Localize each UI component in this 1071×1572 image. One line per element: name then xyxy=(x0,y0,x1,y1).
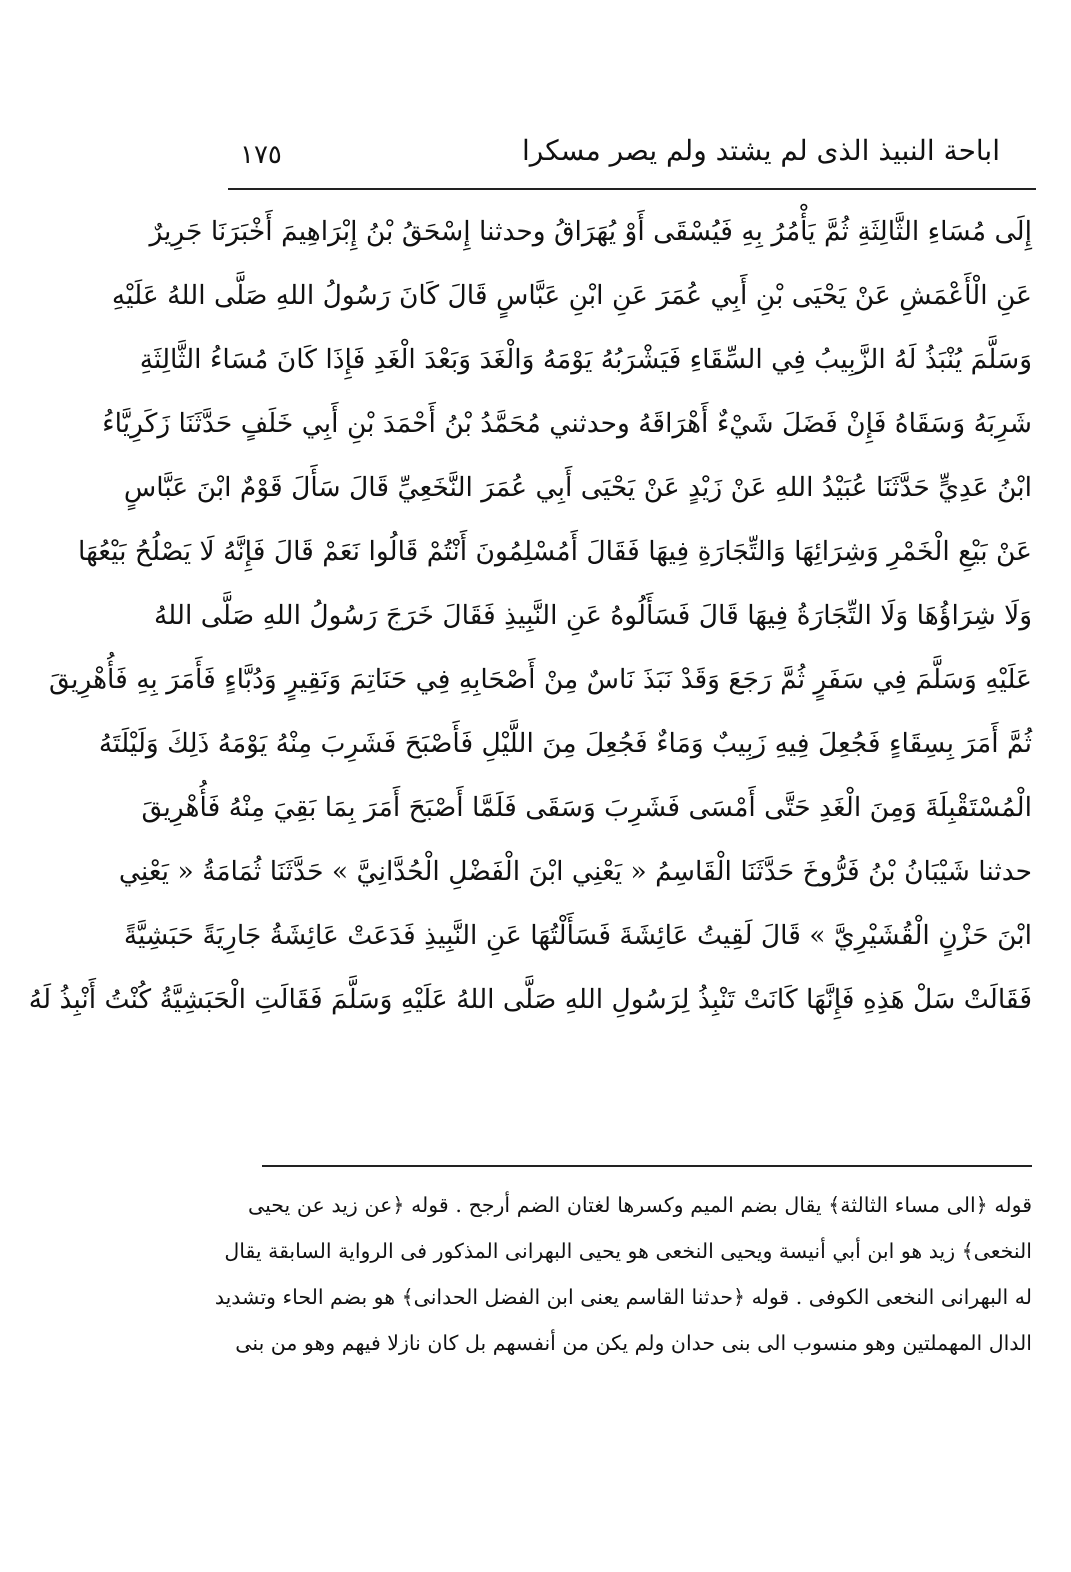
text-line: ثُمَّ أَمَرَ بِسِقَاءٍ فَجُعِلَ فِيهِ زَبِيبٌ وَمَاءٌ فَجُعِلَ مِنَ اللَّيْلِ فَأَصْبَحَ فَشَرِبَ مِنْهُ يَوْمَهُ ذَلِكَ وَلَيْلَتَهُ xyxy=(98,728,1032,759)
running-title: اباحة النبيذ الذى لم يشتد ولم يصر مسكرا xyxy=(522,134,1000,167)
header-rule xyxy=(228,188,1036,190)
text-line: عَنِ الْأَعْمَشِ عَنْ يَحْيَى بْنِ أَبِي عُمَرَ عَنِ ابْنِ عَبَّاسٍ قَالَ كَانَ رَسُولُ اللهِ صَلَّى اللهُ عَلَيْهِ xyxy=(111,280,1032,311)
text-line: وَلَا شِرَاؤُهَا وَلَا التِّجَارَةُ فِيهَا قَالَ فَسَأَلُوهُ عَنِ النَّبِيذِ فَقَالَ خَرَجَ رَسُولُ اللهِ صَلَّى اللهُ xyxy=(153,600,1032,631)
text-line: ابْنَ حَزْنٍ الْقُشَيْرِيَّ » قَالَ لَقِيتُ عَائِشَةَ فَسَأَلْتُهَا عَنِ النَّبِيذِ فَدَعَتْ عَائِشَةُ جَارِيَةً حَبَشِيَّةً xyxy=(123,920,1032,951)
text-line: وَسَلَّمَ يُنْبَذُ لَهُ الزَّبِيبُ فِي السِّقَاءِ فَيَشْرَبُهُ يَوْمَهُ وَالْغَدَ وَبَعْدَ الْغَدِ فَإِذَا كَانَ مُسَاءُ الثَّالِثَةِ xyxy=(139,344,1032,375)
footnotes xyxy=(214,1182,1032,1366)
text-line: عَلَيْهِ وَسَلَّمَ فِي سَفَرٍ ثُمَّ رَجَعَ وَقَدْ نَبَذَ نَاسٌ مِنْ أَصْحَابِهِ فِي حَنَاتِمَ وَنَقِيرٍ وَدُبَّاءٍ فَأَمَرَ بِهِ فَأُهْرِيقَ xyxy=(48,664,1032,695)
footnote-line: له البهرانى النخعى الكوفى . قوله ﴿حدثنا القاسم يعنى ابن الفضل الحدانى﴾ هو بضم الحاء وتشديد xyxy=(214,1285,1032,1309)
page-number: ١٧٥ xyxy=(240,140,282,170)
text-line: عَنْ بَيْعِ الْخَمْرِ وَشِرَائِهَا وَالتِّجَارَةِ فِيهَا فَقَالَ أَمُسْلِمُونَ أَنْتُمْ قَالُوا نَعَمْ قَالَ فَإِنَّهُ لَا يَصْلُحُ بَيْعُهَا xyxy=(78,536,1032,567)
text-line: حدثنا شَيْبَانُ بْنُ فَرُّوخَ حَدَّثَنَا الْقَاسِمُ « يَعْنِي ابْنَ الْفَضْلِ الْحُدَّانِيَّ » حَدَّثَنَا ثُمَامَةُ « يَعْنِي xyxy=(118,856,1032,887)
footnote-line: قوله ﴿الى مساء الثالثة﴾ يقال بضم الميم وكسرها لغتان الضم أرجح . قوله ﴿عن زيد عن يحيى xyxy=(248,1193,1032,1217)
text-line: إِلَى مُسَاءِ الثَّالِثَةِ ثُمَّ يَأْمُرُ بِهِ فَيُسْقَى أَوْ يُهَرَاقُ وحدثنا إِسْحَقُ بْنُ إِبْرَاهِيمَ أَخْبَرَنَا جَرِيرٌ xyxy=(149,216,1032,247)
hadith-text xyxy=(28,200,1032,1032)
footnote-line: النخعى﴾ زيد هو ابن أبي أنيسة ويحيى النخعى هو يحيى البهرانى المذكور فى الرواية السابقة يقال xyxy=(224,1239,1032,1263)
text-line: شَرِبَهُ وَسَقَاهُ فَإِنْ فَضَلَ شَيْءٌ أَهْرَاقَهُ وحدثني مُحَمَّدُ بْنُ أَحْمَدَ بْنِ أَبِي خَلَفٍ حَدَّثَنَا زَكَرِيَّاءُ xyxy=(102,408,1032,439)
footnote-line: الدال المهملتين وهو منسوب الى بنى حدان ولم يكن من أنفسهم بل كان نازلا فيهم وهو من بنى xyxy=(235,1331,1032,1355)
page-header xyxy=(230,128,1040,180)
text-line: ابْنُ عَدِيٍّ حَدَّثَنَا عُبَيْدُ اللهِ عَنْ زَيْدٍ عَنْ يَحْيَى أَبِي عُمَرَ النَّخَعِيِّ قَالَ سَأَلَ قَوْمٌ ابْنَ عَبَّاسٍ xyxy=(123,472,1032,503)
footnote-rule xyxy=(262,1165,1032,1167)
text-line: فَقَالَتْ سَلْ هَذِهِ فَإِنَّهَا كَانَتْ تَنْبِذُ لِرَسُولِ اللهِ صَلَّى اللهُ عَلَيْهِ وَسَلَّمَ فَقَالَتِ الْحَبَشِيَّةُ كُنْتُ أَنْبِذُ لَهُ xyxy=(28,984,1032,1015)
text-line: الْمُسْتَقْبِلَةَ وَمِنَ الْغَدِ حَتَّى أَمْسَى فَشَرِبَ وَسَقَى فَلَمَّا أَصْبَحَ أَمَرَ بِمَا بَقِيَ مِنْهُ فَأُهْرِيقَ xyxy=(141,792,1032,823)
